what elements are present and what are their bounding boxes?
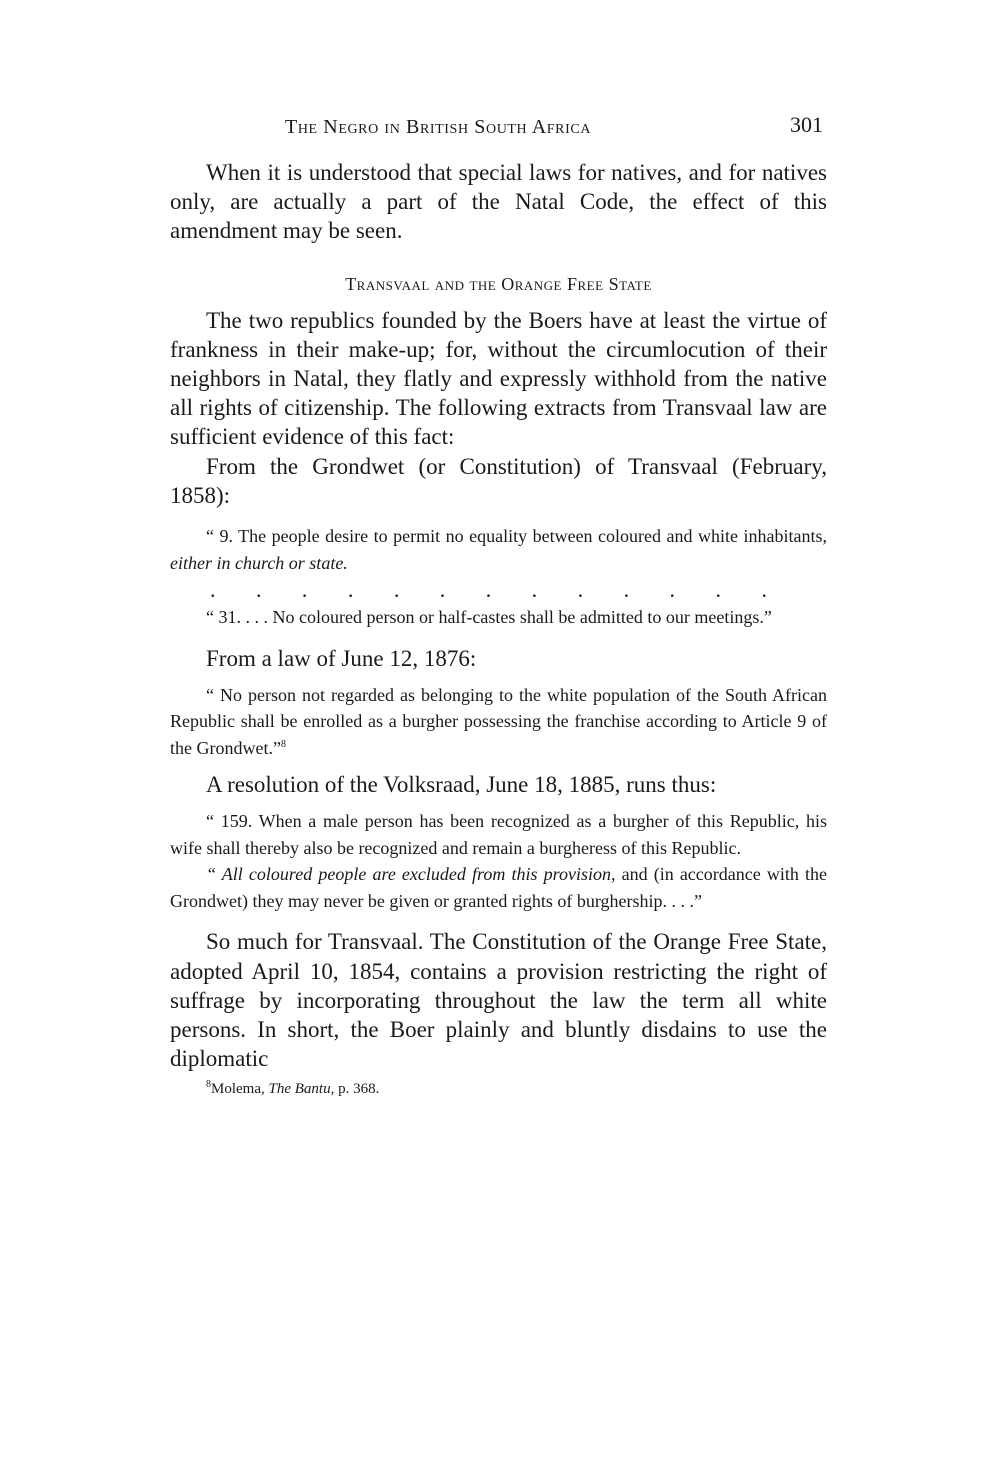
paragraph-orange-free-state: So much for Transvaal. The Constitution of the Orange Free State, adopted April 10, 1854, contains a provision restricting the right of suffrage by incorporating throughout the law the term all white persons. In short, the Boer plainly and bluntly disdains to use the diplomatic xyxy=(170,929,827,1072)
book-page xyxy=(170,108,827,1099)
paragraph-grondwet-intro: From the Grondwet (or Constitution) of Transvaal (February, 1858): xyxy=(170,453,827,508)
section-heading: Transvaal and the Orange Free State xyxy=(345,273,652,294)
quote-law-1876-text: “ No person not regarded as belonging to the white population of the South African Republic shall be enrolled as a burgher possessing the franchise according to Article 9 of the Grondwet.” xyxy=(170,684,827,758)
footnote-reference: 8 xyxy=(280,738,286,750)
page-number: 301 xyxy=(790,112,823,137)
paragraph-law-1876: From a law of June 12, 1876: xyxy=(206,645,477,671)
ellipsis-row: . . . . . . . . . . . . . xyxy=(210,577,767,603)
quote-article-31: “ 31. . . . No coloured person or half-castes shall be admitted to our meetings.” xyxy=(206,607,772,628)
footnote-page: p. 368. xyxy=(334,1081,380,1098)
quote-coloured-excluded-text: and (in accordance with the Grondwet) they may never be given or granted rights of burghership. . . .” xyxy=(170,864,827,911)
footnote-title: The Bantu, xyxy=(268,1081,335,1098)
quote-article-159: “ 159. When a male person has been recognized as a burgher of this Republic, his wife shall thereby also be recognized and remain a burgheress of this Republic. xyxy=(170,811,827,858)
quote-article-9-italic: either in church or state. xyxy=(170,552,348,573)
running-title: The Negro in British South Africa xyxy=(285,116,592,138)
running-head xyxy=(170,108,827,148)
quote-law-1876 xyxy=(170,682,827,762)
quote-article-9 xyxy=(170,523,827,576)
paragraph-volksraad-resolution: A resolution of the Volksraad, June 18, 1885, runs thus: xyxy=(206,772,717,798)
footnote-number: 8 xyxy=(206,1079,211,1091)
paragraph-natal-code: When it is understood that special laws for natives, and for natives only, are actually a part of the Natal Code, the effect of this amendment may be seen. xyxy=(170,160,827,244)
quote-coloured-excluded xyxy=(170,861,827,914)
paragraph-boer-republics: The two republics founded by the Boers have at least the virtue of frankness in their make-up; for, without the circumlocution of their neighbors in Natal, they flatly and expressly withhold from the native all rights of citizenship. The following extracts from Transvaal law are sufficient evidence of this fact: xyxy=(170,307,827,450)
quote-article-9-text: “ 9. The people desire to permit no equality between coloured and white inhabitants, xyxy=(206,526,827,547)
footnote xyxy=(170,1079,827,1099)
footnote-author: Molema, xyxy=(211,1081,269,1098)
quote-coloured-excluded-italic: “ All coloured people are excluded from this provision, xyxy=(206,864,616,885)
